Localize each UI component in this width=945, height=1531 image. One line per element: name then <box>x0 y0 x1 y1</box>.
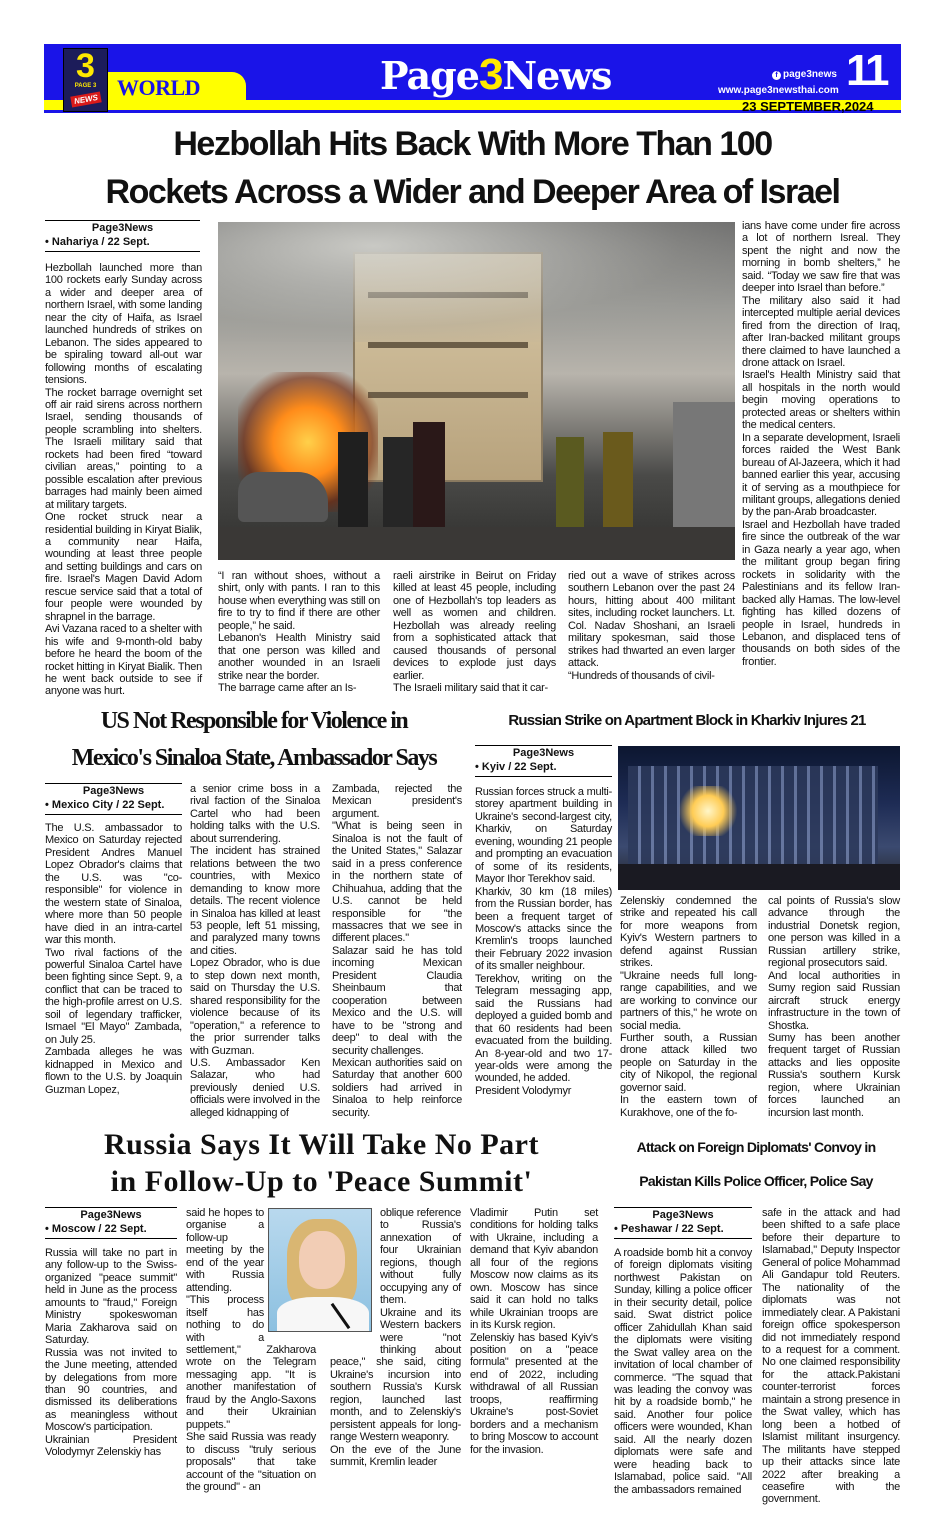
headline-line: Pakistan Kills Police Officer, Police Say <box>639 1173 873 1189</box>
paragraph: Ukraine and its Western backers were "not thinking about peace," she said, citing Ukraine's incursion into southern Russia's Kursk region, launched last month, and to Zelenskiy's persistent appeals for long-range Western weaponry. <box>330 1306 461 1444</box>
paragraph: Further south, a Russian drone attack killed two people on Saturday in the city of Nikopol, the regional governor said. <box>620 1031 757 1094</box>
brand-three: 3 <box>478 50 503 99</box>
paragraph: Israel and Hezbollah have traded fire since the outbreak of the war in Gaza nearly a year ago, when the militant group began firing rockets in solidarity with the Palestinians and its fellow Iran-backed ally Hamas. The low-level fighting has killed dozens of people in Israel, hundreds in Lebanon, and displaced tens of thousands on both sides of the frontier. <box>742 518 900 668</box>
byline-source: Page3News <box>512 747 575 759</box>
paragraph: U.S. Ambassador Ken Salazar, who had previously denied U.S. officials were involved in the alleged kidnapping of <box>190 1056 320 1119</box>
byline-source: Page3News <box>82 785 145 797</box>
article-column <box>218 570 380 695</box>
facebook-icon: f <box>772 71 781 80</box>
paragraph: On the eve of the June summit, Kremlin leader <box>330 1443 461 1469</box>
paragraph: A roadside bomb hit a convoy of foreign diplomats visiting northwest Pakistan on Sunday, killing a police officer in their security detail, police said. Swat district police officer Zahidullah Khan said the diplomats were visiting the Swat valley area on the invitation of local chamber of commerce. "The squad that was leading the convoy was hit by a roadside bomb," he said. Another four police officers were wounded, Khan said. All the nearly dozen diplomats were safe and were heading back to Islamabad, police said. "All the ambassadors remained <box>614 1247 752 1496</box>
article-column <box>568 570 735 682</box>
byline <box>475 745 612 777</box>
paragraph: Russia was not invited to the June meeting, attended by delegations from more than 90 countries, and dismissed its deliberations as meaningless without Moscow's participation. <box>45 1346 177 1434</box>
paragraph: One rocket struck near a residential building in Kiryat Bialik, a community near Haifa, wounding at least three people and setting buildings and cars on fire. Israel's Magen David Adom rescue service said that a total of four people were wounded by shrapnel in the barrage. <box>45 511 202 623</box>
paragraph: Hezbollah launched more than 100 rockets early Sunday across a wider and deeper area of northern Israel, with some landing near the city of Haifa, as Israel launched hundreds of strikes on Lebanon. The sides appeared to be spiraling toward all-out war following months of escalating tensions. <box>45 262 202 387</box>
zakharova-photo <box>268 1208 372 1332</box>
dateline: • Peshawar / 22 Sept. <box>614 1223 724 1235</box>
article-column <box>470 1207 598 1456</box>
headline-line: Hezbollah Hits Back With More Than 100 <box>173 125 772 163</box>
byline-source: Page3News <box>80 1209 142 1221</box>
dateline: • Nahariya / 22 Sept. <box>45 236 150 248</box>
paragraph: safe in the attack and had been shifted to a safe place before their departure to Islamabad," Deputy Inspector General of police Mohammad Ali Gandapur told Reuters. The nationality of the diplomats was not immediately clear. A Pakistani foreign office spokesperson did not immediately respond to a request for a comment. No one claimed responsibility for the attack.Pakistani counter-terrorist forces maintain a strong presence in the Swat valley, which has long been a hotbed of Islamist militant insurgency. The militants have stepped up their attacks since late 2022 after breaking a ceasefire with the government. <box>762 1207 900 1506</box>
paragraph: President Volodymyr <box>475 1084 572 1097</box>
paragraph: Russian forces struck a multi-storey apartment building in Ukraine's second-largest city, Kharkiv, on Saturday evening, wounding 21 people and prompting an evacuation of some of its residents, Mayor Ihor Terekhov said. <box>475 786 612 886</box>
byline-source: Page3News <box>91 222 154 234</box>
paragraph: Two rival factions of the powerful Sinaloa Cartel have been fighting since Sept. 9, a conflict that can be traced to the high-profile arrest on U.S. soil of legendary trafficker, Ismael "El Mayo" Zambada, on July 25. <box>45 946 182 1046</box>
headline-pakistan <box>608 1130 904 1198</box>
article-column <box>620 895 757 1119</box>
page-number: 11 <box>846 46 887 95</box>
paragraph: Terekhov, writing on the Telegram messaging app, said the Russians had deployed a guided bomb and that 60 residents had been evacuated from the building. An 8-year-old and two 17-year-olds were among the wounded, he added. <box>475 972 612 1085</box>
paragraph: The U.S. ambassador to Mexico on Saturday rejected President Andres Manuel Lopez Obrador's claims that the U.S. was "co-responsible" for violence in the western state of Sinaloa, where more than 50 people have died in an intra-cartel war this month. <box>45 822 182 947</box>
brand-left: Page <box>380 53 479 98</box>
paragraph: "What is being seen in Sinaloa is not the fault of the United States," Salazar said in a press conference in the northern state of Chihuahua, adding that the U.S. cannot be held responsible for "the massacres that we see in different places." <box>332 820 462 945</box>
facebook-text: page3news <box>783 69 837 80</box>
paragraph: Sumy has been another frequent target of Russian attacks and lies opposite Russia's southern Kursk region, where Ukrainian forces launched an incursion last month. <box>768 1031 900 1119</box>
headline-line: Attack on Foreign Diplomats' Convoy in <box>636 1139 876 1155</box>
headline-hezbollah <box>44 120 901 216</box>
paragraph: And local authorities in Sumy region said Russian aircraft struck energy infrastructure in the town of Shostka. <box>768 969 900 1032</box>
paragraph: Israel's Health Ministry said that all hospitals in the north would begin moving operations to protected areas or shelters within the medical centers. <box>742 369 900 432</box>
paragraph: ians have come under fire across a lot of northern Isreal. They spent the night and now the morning in bomb shelters,” he said. “Today we saw fire that was deeper into Israel than before.” <box>742 220 900 295</box>
rocket-strike-photo <box>218 222 735 560</box>
paragraph: Russia will take no part in any follow-up to the Swiss-organized "peace summit" held in June as the process amounts to "fraud," Foreign Ministry spokeswoman Maria Zakharova said on Saturday. <box>45 1247 177 1347</box>
paragraph: The rocket barrage overnight set off air raid sirens across northern Israel, sending thousands of people scrambling into shelters. The Israeli military said that rockets had been fired “toward civilian areas,” pointing to a possible escalation after previous barrages had mainly been aimed at military targets. <box>45 386 202 511</box>
paragraph: The incident has strained relations between the two countries, with Mexico demanding to know more details. The recent violence in Sinaloa has killed at least 53 people, left 51 missing, and paralyzed many towns and cities. <box>190 845 320 957</box>
headline-line: in Follow-Up to 'Peace Summit' <box>110 1165 533 1198</box>
paragraph: Avi Vazana raced to a shelter with his wife and 9-month-old baby before he heard the boom of the rocket hitting in Kiryat Bialik. Then he went back outside to see if anyone was hurt. <box>45 623 202 698</box>
paragraph: Zelenskiy condemned the strike and repeated his call for more weapons from Kyiv's Western partners to defend against Russian strikes. <box>620 895 757 970</box>
headline-line: Rockets Across a Wider and Deeper Area of Israel <box>105 173 840 211</box>
article-column <box>190 783 320 1119</box>
dateline: • Kyiv / 22 Sept. <box>475 761 557 773</box>
article-column <box>393 570 556 695</box>
dateline: • Mexico City / 22 Sept. <box>45 799 165 811</box>
facebook-handle <box>772 69 837 80</box>
paragraph: Zambada alleges he was kidnapped in Mexico and flown to the U.S. by Joaquin Guzman Lopez, <box>45 1046 182 1096</box>
headline-kharkiv <box>472 706 902 736</box>
article-column <box>45 822 182 1096</box>
dateline: • Moscow / 22 Sept. <box>45 1223 147 1235</box>
paragraph: Zelenskiy has based Kyiv's position on a "peace formula" presented at the end of 2022, including withdrawal of all Russian troops, reaffirming Ukraine's post-Soviet borders and a mechanism to bring Moscow to account for the invasion. <box>470 1331 598 1456</box>
logo-news-text: NEWS <box>70 91 101 107</box>
byline <box>45 783 182 815</box>
paragraph: Salazar said he has told incoming Mexican President Claudia Sheinbaum that cooperation between Mexico and the U.S. will have to be "strong and deep" to deal with the security challenges. <box>332 944 462 1057</box>
paragraph: The barrage came after an Is- <box>218 682 357 695</box>
paragraph: oblique reference to Russia's annexation of four Ukrainian regions, though without fully occupying any of them. <box>380 1207 461 1307</box>
article-column <box>45 1247 177 1459</box>
paragraph: raeli airstrike in Beirut on Friday killed at least 45 people, including one of Hezbollah's top leaders as well as women and children. Hezbollah was already reeling from a sophisticated attack that caused thousands of personal devices to explode just days earlier. <box>393 570 556 682</box>
paragraph: In the eastern town of Kurakhove, one of the fo- <box>620 1094 757 1119</box>
paragraph: cal points of Russia's slow advance through the industrial Donetsk region, one person was killed in a Russian artillery strike, regional prosecutors said. <box>768 895 900 970</box>
article-column <box>614 1247 752 1496</box>
paragraph: ried out a wave of strikes across southern Lebanon over the past 24 hours, hitting about 400 militant sites, including rocket launchers. Lt. Col. Nadav Shoshani, an Israeli military spokesman, said those strikes had thwarted an even larger attack. <box>568 570 735 670</box>
paragraph: Kharkiv, 30 km (18 miles) from the Russian border, has been a frequent target of Moscow's attacks since the Kremlin's troops launched their February 2022 invasion of its smaller neighbour. <box>475 885 612 973</box>
article-column <box>762 1207 900 1506</box>
logo-page-text: PAGE 3 <box>74 83 97 89</box>
article-column <box>45 262 202 698</box>
headline-line: Russia Says It Will Take No Part <box>104 1128 539 1161</box>
newspaper-brand <box>380 50 611 100</box>
paragraph: The military also said it had intercepted multiple aerial devices fired from the direction of Iraq, after Iran-backed militant groups there claimed to have launched a drone attack on Israel. <box>742 294 900 369</box>
website-url: www.page3newsthai.com <box>718 85 839 96</box>
byline <box>45 1207 177 1239</box>
byline-source: Page3News <box>652 1209 714 1221</box>
section-label: WORLD <box>117 75 201 100</box>
paragraph: "This process itself has nothing to do with a settlement," Zakharova wrote on the Telegram messaging app. "It is another manifestation of fraud by the Anglo-Saxons and their Ukrainian puppets." <box>186 1294 316 1431</box>
brand-right: News <box>502 53 612 98</box>
byline <box>45 220 200 252</box>
paragraph: said he hopes to organise a follow-up meeting by the end of the year with Russia attending. <box>186 1207 264 1294</box>
paragraph: Ukrainian President Volodymyr Zelenskiy has <box>45 1433 177 1459</box>
logo-number: 3 <box>76 47 95 85</box>
headline-russia-peace-summit <box>44 1126 599 1200</box>
article-column <box>742 220 900 668</box>
paragraph: The Israeli military said that it car- <box>393 682 548 695</box>
headline-mexico <box>44 703 464 777</box>
paragraph: Lopez Obrador, who is due to step down next month, said on Thursday the U.S. shared responsibility for the violence because of its "operation," a reference to the prior surrender talks with Guzman. <box>190 957 320 1057</box>
paragraph: “I ran without shoes, without a shirt, only with pants. I ran to this house when everything was still on fire to try to find if there are other people,” he said. <box>218 570 380 632</box>
article-column <box>475 786 612 1097</box>
paragraph: In a separate development, Israeli forces raided the West Bank bureau of Al-Jazeera, which it had banned earlier this year, accusing it of serving as a mouthpiece for militant groups, allegations denied by the pan-Arab broadcaster. <box>742 431 900 519</box>
issue-date: 23 SEPTEMBER,2024 <box>742 99 874 114</box>
headline-line: US Not Responsible for Violence in <box>100 708 408 734</box>
paragraph: She said Russia was ready to discuss "truly serious proposals" that take account of the "situation on the ground" - an <box>186 1431 316 1493</box>
paragraph: a senior crime boss in a rival faction of the Sinaloa Cartel who had been holding talks with the U.S. about surrendering. <box>190 783 320 845</box>
headline-line: Mexico's Sinaloa State, Ambassador Says <box>71 745 437 771</box>
paragraph: Zambada, rejected the Mexican president's argument. <box>332 783 462 820</box>
paragraph: “Hundreds of thousands of civil- <box>568 669 715 682</box>
article-column <box>332 783 462 1119</box>
page3-logo <box>63 48 108 112</box>
headline-line: Russian Strike on Apartment Block in Kharkiv Injures 21 <box>508 712 866 729</box>
paragraph: Vladimir Putin set conditions for holding talks with Ukraine, including a demand that Kyiv abandon all four of the regions Moscow now claims as its own. Moscow has since said it can hold no talks while Ukrainian troops are in its Kursk region. <box>470 1207 598 1332</box>
kharkiv-apartment-photo <box>618 746 900 890</box>
paragraph: "Ukraine needs full long-range capabilities, and we are working to convince our partners of this," he wrote on social media. <box>620 969 757 1032</box>
paragraph: Lebanon's Health Ministry said that one person was killed and another wounded in an Israeli strike near the border. <box>218 632 380 682</box>
paragraph: Mexican authorities said on Saturday that another 600 soldiers had arrived in Sinaloa to help reinforce security. <box>332 1056 462 1119</box>
article-column <box>768 895 900 1119</box>
byline <box>614 1207 752 1239</box>
